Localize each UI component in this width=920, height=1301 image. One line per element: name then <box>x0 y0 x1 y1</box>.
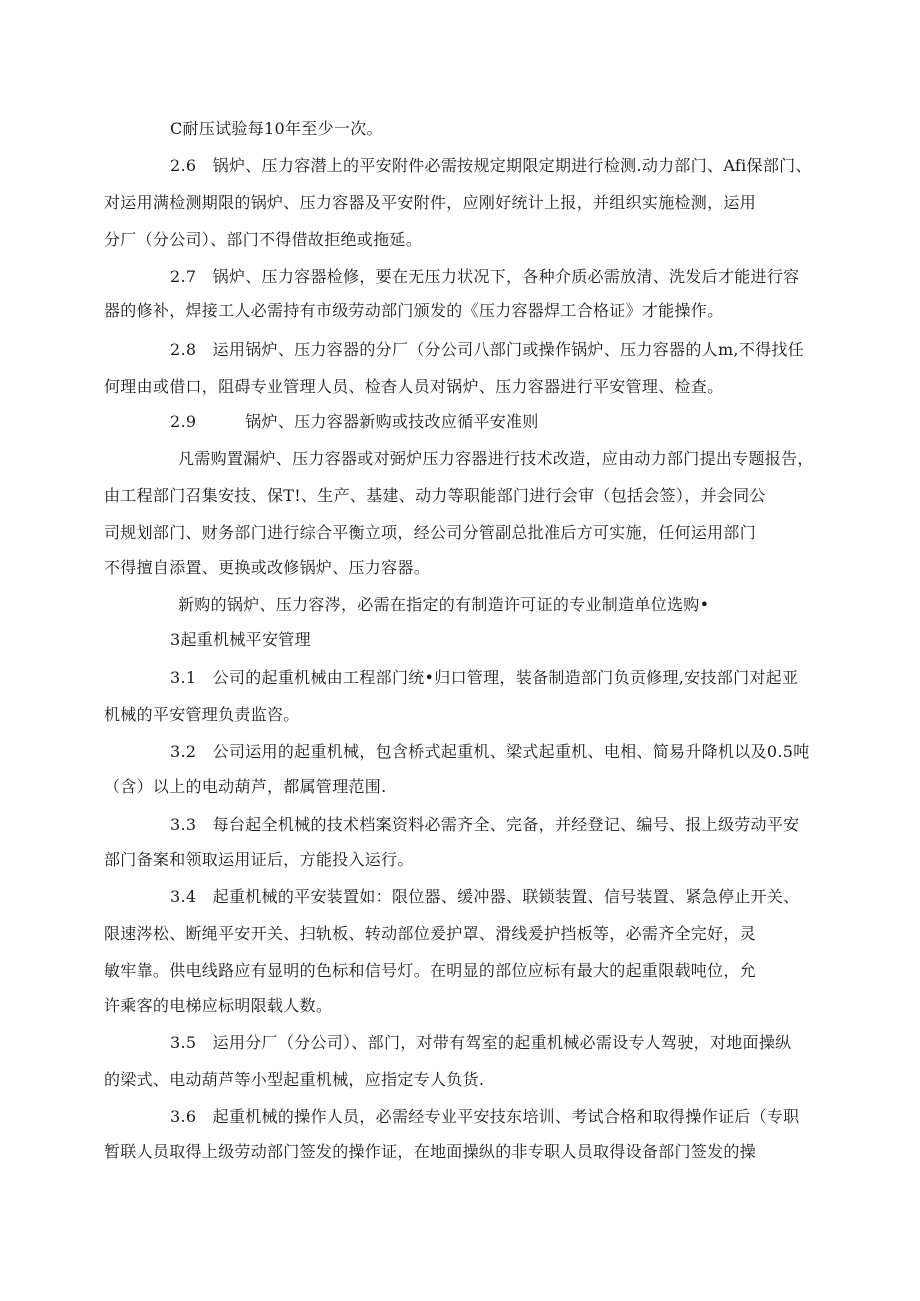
text-line: 凡需购置漏炉、压力容器或对弼炉压力容器进行技术改造，应由动力部门提出专题报告， <box>178 449 814 468</box>
text-line: 3.5 运用分厂（分公司）、部门，对带有驾室的起重机械必需设专人驾驶，对地面操纵 <box>170 1033 792 1052</box>
text-line: 新购的锅炉、压力容涔，必需在指定的有制造许可证的专业制造单位选购• <box>178 595 710 614</box>
text-line: 2.6 锅炉、压力容潜上的平安附件必需按规定期限定期进行检测.动力部门、Afi保部门、 <box>170 156 812 175</box>
text-line: 部门备案和领取运用证后，方能投入运行。 <box>104 850 414 869</box>
text-line: 2.8 运用锅炉、压力容器的分厂（分公司八部门或操作锅炉、压力容器的人m,不得找任 <box>170 340 805 359</box>
text-line: 暂联人员取得上级劳动部门签发的操作证，在地面操纵的非专职人员取得设备部门签发的操 <box>104 1142 757 1161</box>
text-line: 分厂（分公司）、部门不得借故拒绝或拖延。 <box>104 230 423 249</box>
text-line: 3.2 公司运用的起重机械，包含桥式起重机、梁式起重机、电相、简易升降机以及0.5吨 <box>170 742 810 761</box>
text-line: 3.4 起重机械的平安装置如：限位器、缓冲器、联锁装置、信号装置、紧急停止开关、 <box>170 887 800 906</box>
text-line: （含）以上的电动葫芦，都属管理范围. <box>104 777 387 796</box>
text-line: 何理由或借口，阻碍专业管理人员、检杳人员对锅炉、压力容器进行平安管理、检查。 <box>104 377 724 396</box>
text-line: 3.1 公司的起重机械由工程部门统•归口管理，装备制造部门负贡修理,安技部门对起亚 <box>170 668 799 687</box>
text-line: 敏牢靠。供电线路应有显明的色标和信号灯。在明显的部位应标有最大的起重限载吨位，允 <box>104 961 757 980</box>
text-line: 由工程部门召集安技、保T!、生产、基建、动力等职能部门进行会审（包括会签），并会同公 <box>104 486 766 505</box>
text-line: 器的修补，焊接工人必需持有市级劳动部门颁发的《压力容器焊工合格证》才能操作。 <box>104 301 724 320</box>
text-line: 3.6 起重机械的操作人员，必需经专业平安技东培训、考试合格和取得操作证后（专职 <box>170 1107 800 1126</box>
text-line: 司规划部门、财务部门进行综合平衡立项，经公司分管副总批准后方可实施，任何运用部门 <box>104 523 757 542</box>
text-line: 3.3 每台起全机械的技术档案资料必需齐全、完备，并经登记、编号、报上级劳动平安 <box>170 815 800 834</box>
text-line: 机械的平安管理负责监咨。 <box>104 705 300 724</box>
text-line: 限速涔松、断绳平安开关、扫轨板、转动部位爰护罩、滑线爰护挡板等，必需齐全完好，灵 <box>104 924 757 943</box>
section-heading: 3起重机械平安管理 <box>170 630 311 649</box>
text-line: 的梁式、电动葫芦等小型起重机械，应指定专人负货. <box>104 1070 485 1089</box>
text-line: 2.7 锅炉、压力容器检修，要在无压力状况下，各种介质必需放清、洗发后才能进行容 <box>170 267 800 286</box>
text-line: C耐压试验每10年至少一次。 <box>170 119 383 138</box>
section-heading: 2.9 锅炉、压力容器新购或技改应循平安准则 <box>170 412 539 431</box>
text-line: 不得擅自添置、更换或改修锅炉、压力容器。 <box>104 558 431 577</box>
text-line: 对运用满检测期限的锅炉、压力容器及平安附件，应刚好统计上报，并组织实施检测，运用 <box>104 193 757 212</box>
text-line: 许乘客的电梯应标明限载人数。 <box>104 996 333 1015</box>
